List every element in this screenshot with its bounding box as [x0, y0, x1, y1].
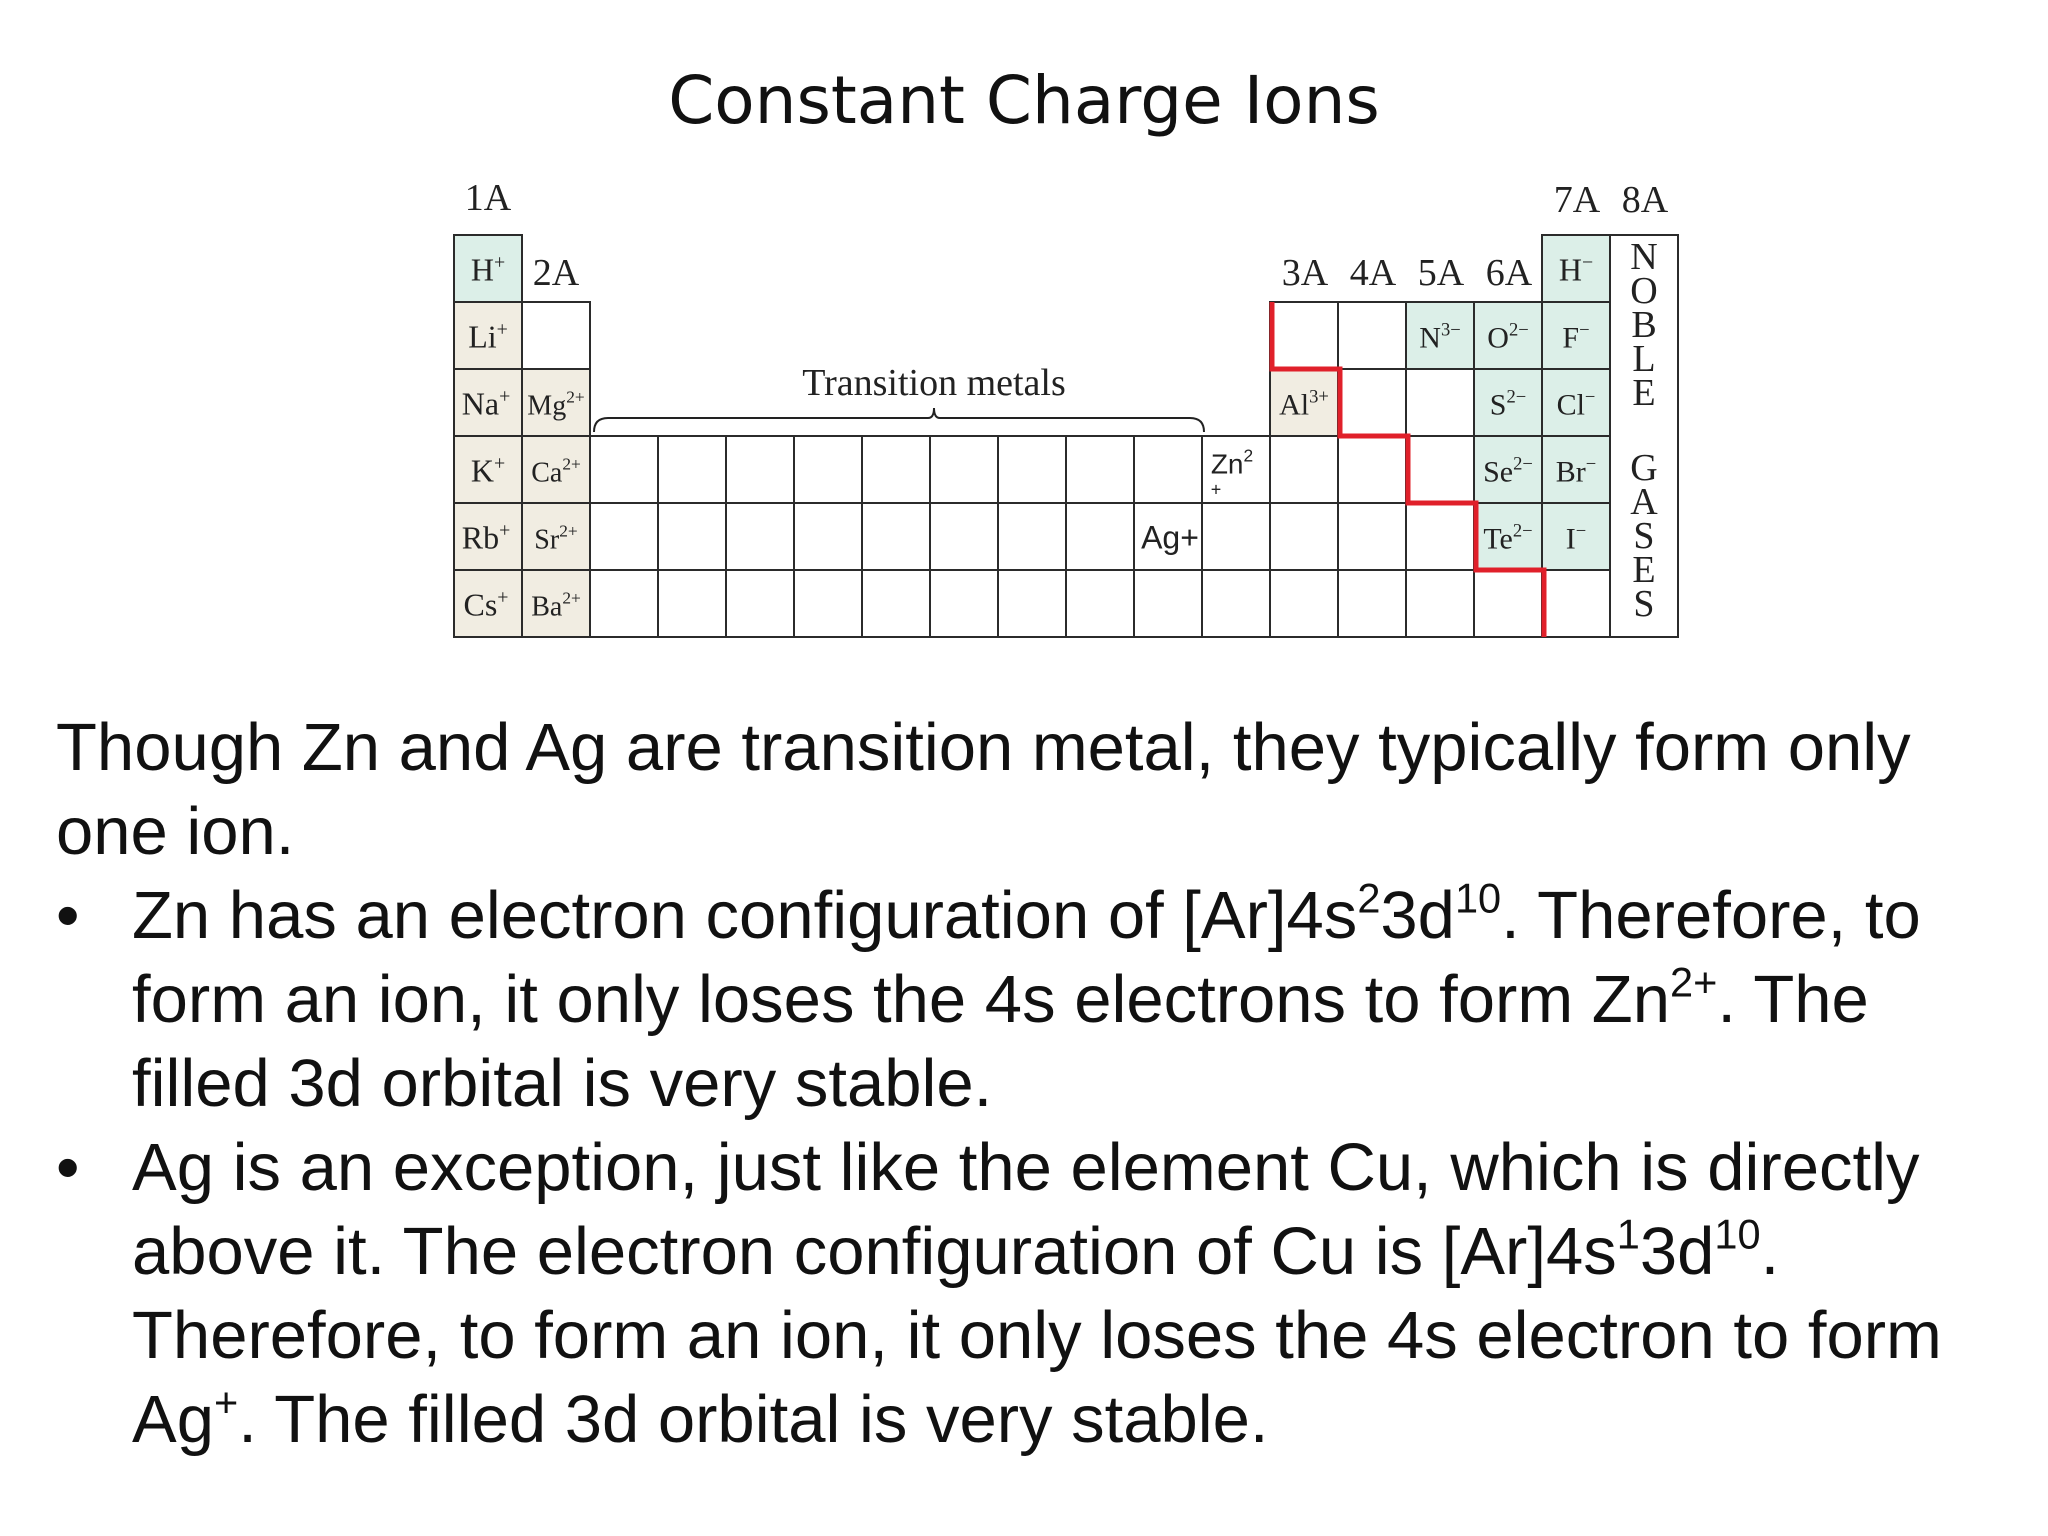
svg-text:S: S	[1633, 515, 1655, 557]
group-label-2a: 2A	[532, 252, 580, 294]
table-cell	[1066, 570, 1134, 637]
ion-f: F−	[1562, 319, 1590, 355]
intro-paragraph: Though Zn and Ag are transition metal, they typically form only one ion.	[56, 710, 1911, 869]
table-cell	[726, 570, 794, 637]
svg-text:S: S	[1633, 583, 1655, 625]
table-cell	[1338, 436, 1406, 503]
table-cell	[1338, 369, 1406, 436]
table-cell	[658, 436, 726, 503]
transition-metals-label: Transition metals	[802, 362, 1066, 404]
table-cell	[1270, 436, 1338, 503]
table-cell	[1202, 570, 1270, 637]
ion-s: $S^{2-}$	[1489, 386, 1527, 422]
svg-text:A: A	[1630, 481, 1658, 523]
table-cell	[1406, 369, 1474, 436]
ion-zn: Zn$^2$	[1210, 445, 1254, 480]
table-cell	[930, 436, 998, 503]
ion-na: Na+	[461, 385, 511, 422]
table-cell	[1338, 302, 1406, 369]
table-cell	[862, 503, 930, 570]
ion-te: $Te^{2-}$	[1483, 520, 1533, 556]
bullet-marker: •	[56, 878, 80, 953]
ion-cl: Cl−	[1556, 386, 1596, 422]
table-cell	[1134, 570, 1202, 637]
table-cell	[998, 570, 1066, 637]
table-cell	[1066, 503, 1134, 570]
explanation-text	[56, 706, 1996, 1462]
ion-al: $Al^{3+}$	[1279, 386, 1329, 422]
ion-sr: $Sr^{2+}$	[534, 521, 578, 556]
svg-text:E: E	[1632, 549, 1656, 591]
table-cell	[658, 503, 726, 570]
ion-ba: $Ba^{2+}$	[531, 588, 581, 623]
group-label-4a: 4A	[1349, 252, 1397, 294]
svg-text:B: B	[1631, 304, 1657, 346]
table-cell	[1542, 570, 1610, 637]
table-cell	[658, 570, 726, 637]
bullet-list	[56, 874, 1996, 1462]
table-cell	[1270, 570, 1338, 637]
table-cell	[522, 302, 590, 369]
table-cell	[1338, 503, 1406, 570]
table-cell	[1406, 503, 1474, 570]
table-cell	[794, 503, 862, 570]
group-label-3a: 3A	[1281, 252, 1329, 294]
group-label-1a: 1A	[464, 177, 512, 219]
ion-li: Li+	[468, 318, 508, 355]
svg-text:N: N	[1630, 236, 1658, 278]
table-cell	[590, 570, 658, 637]
noble-label-top	[1630, 236, 1657, 414]
ion-zn-charge-plus: +	[1210, 479, 1222, 500]
ion-ca: $Ca^{2+}$	[531, 454, 581, 489]
group-label-7a: 7A	[1553, 179, 1601, 221]
table-cell	[794, 436, 862, 503]
svg-text:O: O	[1630, 270, 1658, 312]
ion-cs: Cs+	[463, 586, 509, 623]
ion-k: K+	[470, 452, 506, 489]
svg-text:G: G	[1630, 447, 1658, 489]
ion-se: $Se^{2-}$	[1483, 453, 1533, 489]
svg-text:L: L	[1632, 338, 1656, 380]
group-label-6a: 6A	[1485, 252, 1533, 294]
noble-label-bottom	[1630, 447, 1658, 625]
table-cell	[930, 570, 998, 637]
bullet-zinc: • Zn has an electron configuration of $[Ar]4s^23d^{10}$. Therefore, to form an ion, it only loses the 4s electrons to form $Zn^{2+}$. The filled 3d orbital is very stable.	[56, 874, 1921, 1121]
table-cell	[862, 436, 930, 503]
ion-o: $O^{2-}$	[1487, 319, 1529, 355]
table-cell	[1066, 436, 1134, 503]
slide-title: Constant Charge Ions	[668, 62, 1380, 139]
table-cell	[590, 503, 658, 570]
table-cell	[1134, 436, 1202, 503]
table-cell	[930, 503, 998, 570]
periodic-table-diagram	[0, 0, 2048, 680]
table-cell	[998, 503, 1066, 570]
ion-br: Br−	[1555, 453, 1597, 489]
table-cell	[1406, 436, 1474, 503]
ion-n: $N^{3-}$	[1419, 319, 1461, 355]
table-cell	[862, 570, 930, 637]
table-cell	[1270, 302, 1338, 369]
table-cell	[726, 503, 794, 570]
ion-rb: Rb+	[461, 519, 511, 556]
table-cell	[1202, 503, 1270, 570]
svg-text:E: E	[1632, 372, 1656, 414]
table-cell	[1338, 570, 1406, 637]
ion-h-minus: H−	[1558, 251, 1594, 288]
transition-metals-brace	[594, 408, 1204, 432]
table-cell	[1270, 503, 1338, 570]
ion-h-plus: H+	[470, 251, 506, 288]
bullet-marker: •	[56, 1130, 80, 1205]
group-label-8a: 8A	[1621, 179, 1669, 221]
ion-mg: $Mg^{2+}$	[527, 387, 585, 422]
table-cells	[454, 235, 1678, 637]
table-cell	[590, 436, 658, 503]
table-cell	[794, 570, 862, 637]
bullet-silver: • Ag is an exception, just like the element Cu, which is directly above it. The electron configuration of Cu is $[Ar]4s^13d^{10}$. Therefore, to form an ion, it only loses the 4s electron to form Ag+. The filled 3d orbital is very stable.	[56, 1126, 1996, 1462]
table-cell	[1406, 570, 1474, 637]
group-label-5a: 5A	[1417, 252, 1465, 294]
table-cell	[726, 436, 794, 503]
table-cell	[998, 436, 1066, 503]
ion-ag: Ag+	[1141, 519, 1199, 556]
table-cell	[1474, 570, 1542, 637]
ion-i: I−	[1565, 520, 1587, 556]
